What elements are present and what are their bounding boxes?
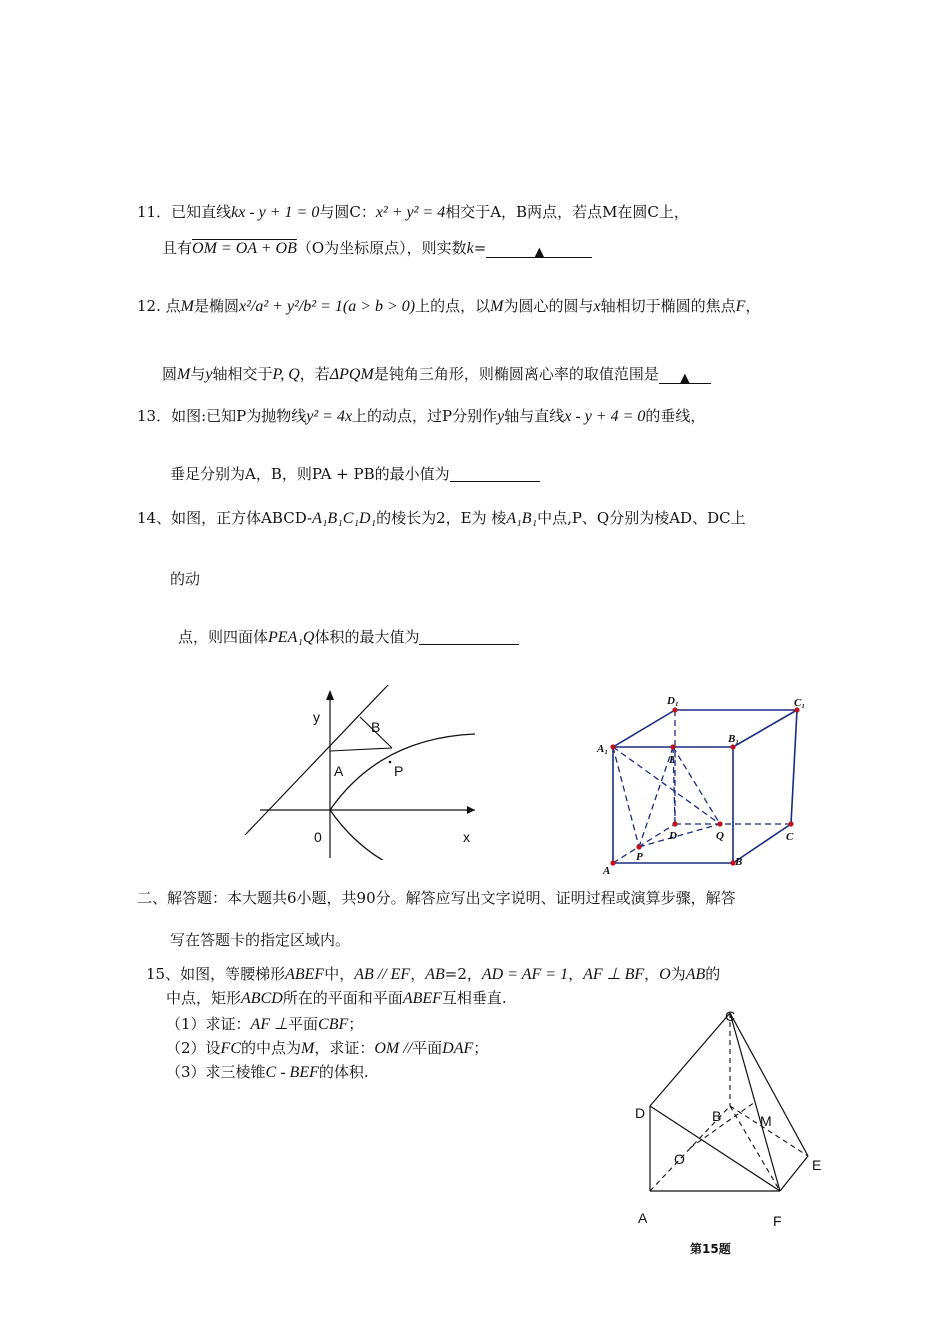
label-c: C: [725, 1008, 736, 1024]
q11-line1: 11．已知直线kx - y + 1 = 0与圆C：x² + y² = 4相交于A，B两点，若点M在圆C上，: [137, 203, 689, 221]
seg-a1p: [613, 747, 639, 847]
q14-cube-name: A₁B₁C₁D₁: [312, 510, 377, 527]
q11-line-equation: kx - y + 1 = 0: [231, 204, 320, 221]
q14-line2: 的动: [170, 570, 201, 588]
edge-ce: [730, 1013, 808, 1156]
label-b: B: [712, 1108, 722, 1124]
q15-part3: （3）求三棱锥C - BEF的体积.: [166, 1063, 369, 1081]
label-p: P: [636, 851, 643, 863]
label-e: E: [812, 1157, 822, 1173]
q15-line1: 15、如图，等腰梯形ABEF中，AB // EF，AB=2，AD = AF = 1，AF ⊥ BF，O为AB的: [146, 965, 721, 983]
label-b: B: [735, 856, 743, 868]
label-b: B: [371, 719, 381, 735]
label-c1: C₁: [794, 697, 806, 709]
q15-part2: （2）设FC的中点为M，求证：OM //平面DAF；: [166, 1039, 489, 1057]
label-origin: 0: [314, 829, 322, 845]
q13-line2: 垂足分别为A，B，则PA + PB的最小值为: [170, 464, 540, 484]
label-q: Q: [716, 830, 724, 842]
parabola-curve: [330, 734, 475, 860]
label-p: P: [394, 763, 404, 779]
label-c: C: [786, 831, 794, 843]
label-d: D: [669, 830, 677, 842]
figure-q13-parabola: [240, 680, 490, 860]
x-axis-arrow: [467, 806, 475, 814]
label-b1: B₁: [728, 733, 740, 745]
figure-q15-pyramid: [630, 1008, 830, 1233]
y-axis-arrow: [326, 690, 334, 700]
q14-line1: 14、如图，正方体ABCD-A₁B₁C₁D₁的棱长为2，E为 棱A₁B₁中点,P、Q分别为棱AD、DC上: [137, 509, 746, 527]
section2-line2: 写在答题卡的指定区域内。: [170, 931, 351, 949]
q15-part1: （1）求证：AF ⊥平面CBF；: [166, 1015, 364, 1033]
q12-answer-mark: ▲: [679, 371, 690, 386]
label-o: O: [674, 1151, 685, 1167]
seg-pq: [639, 824, 720, 847]
q11-answer-blank: [486, 241, 592, 258]
q11-line2: 且有OM = OA + OB（O为坐标原点），则实数k= ▲: [162, 238, 592, 259]
q12-line2: 圆M与y轴相交于P, Q，若ΔPQM是钝角三角形，则椭圆离心率的取值范围是 ▲: [162, 364, 711, 385]
edge-b1c1: [733, 710, 797, 747]
label-d1: D₁: [667, 695, 679, 707]
q11-answer-mark: ▲: [534, 245, 545, 260]
label-x: x: [463, 829, 470, 845]
seg-ep: [639, 747, 673, 847]
label-y: y: [313, 709, 320, 725]
label-a: A: [334, 763, 344, 779]
section2-line1: 二、解答题：本大题共6小题，共90分。解答应写出文字说明、证明过程或演算步骤，解答: [137, 889, 736, 907]
point-p-dot: [389, 761, 392, 764]
label-f: F: [773, 1213, 782, 1229]
edge-fe: [780, 1156, 808, 1191]
q14-answer-blank: [419, 628, 519, 645]
q11-number: 11．: [137, 203, 172, 221]
label-a1: A₁: [597, 743, 609, 755]
edge-cf: [730, 1013, 780, 1191]
q14-line3: 点，则四面体PEA₁Q体积的最大值为: [178, 627, 519, 648]
q11-vector-equation: OM = OA + OB: [192, 240, 297, 257]
hidden-edges: [613, 710, 791, 863]
label-a: A: [603, 865, 611, 877]
label-d: D: [635, 1105, 646, 1121]
q15-line2: 中点，矩形ABCD所在的平面和平面ABEF互相垂直.: [166, 989, 507, 1007]
q12-line1: 12. 点M是椭圆x²/a² + y²/b² = 1(a > b > 0)上的点，以M为圆心的圆与x轴相切于椭圆的焦点F，: [137, 297, 761, 315]
label-e: E: [669, 754, 677, 766]
q12-answer-blank: [659, 367, 711, 384]
q13-line1: 13．如图:已知P为抛物线y² = 4x上的动点，过P分别作y轴与直线x - y + 4 = 0的垂线，: [137, 407, 706, 425]
seg-a1q: [613, 747, 720, 824]
seg-om: [690, 1102, 755, 1148]
label-m: M: [760, 1113, 772, 1129]
q11-circle-equation: x² + y² = 4: [375, 204, 446, 221]
line-x-y-4: [245, 685, 388, 835]
q13-parabola-equation: y² = 4x: [306, 408, 353, 425]
edge-bf: [730, 1106, 780, 1191]
seg-eq: [673, 747, 720, 824]
edge-a1d1: [613, 710, 675, 747]
figure-q14-cube: [595, 690, 815, 880]
edge-c1c: [791, 710, 797, 824]
edge-dc: [650, 1013, 730, 1106]
figure-q15-caption: 第15题: [690, 1242, 731, 1256]
label-a: A: [638, 1210, 648, 1226]
cube-edges: [613, 710, 797, 863]
q13-answer-blank: [450, 465, 540, 482]
edge-ad: [613, 824, 675, 863]
segment-PA: [330, 748, 392, 751]
q12-ellipse-equation: x²/a² + y²/b² = 1(a > b > 0): [239, 298, 416, 315]
q13-line-equation: x - y + 4 = 0: [564, 408, 646, 425]
